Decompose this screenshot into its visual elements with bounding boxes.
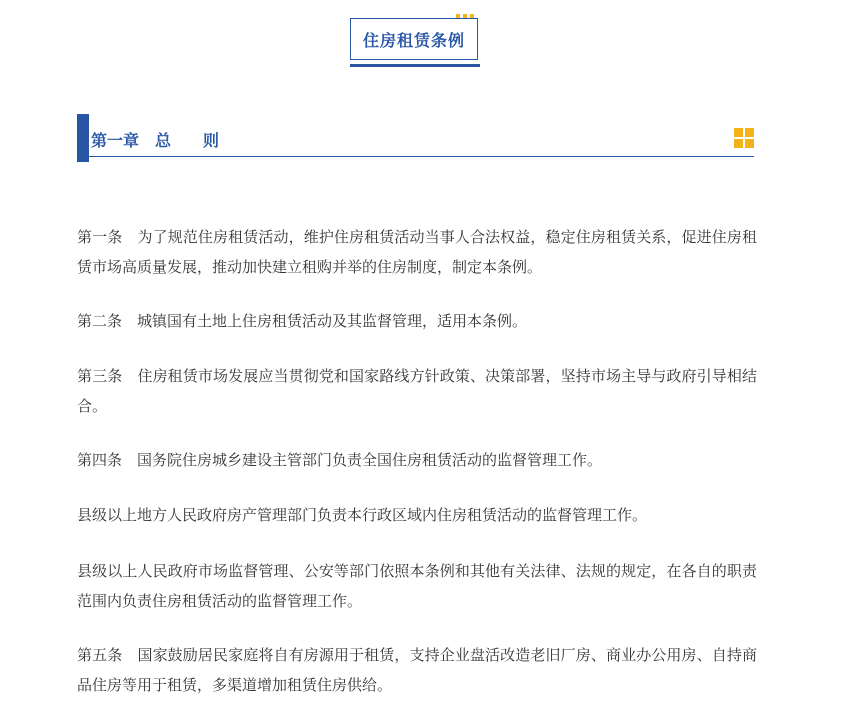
article-4-paragraph-2: 县级以上地方人民政府房产管理部门负责本行政区域内住房租赁活动的监督管理工作。 <box>77 506 648 524</box>
article-4: 第四条 国务院住房城乡建设主管部门负责全国住房租赁活动的监督管理工作。 <box>77 451 603 469</box>
article-5: 第五条 国家鼓励居民家庭将自有房源用于租赁，支持企业盘活改造老旧厂房、商业办公用房、自持商品住房等用于租赁，多渠道增加租赁住房供给。 <box>77 646 757 694</box>
title-box <box>350 18 478 60</box>
chapter-title: 第一章 总 则 <box>91 131 220 150</box>
chapter-grid-cell <box>745 139 754 148</box>
chapter-grid-icon <box>734 128 754 148</box>
chapter-accent-bar <box>77 114 89 162</box>
title-underline <box>350 64 480 67</box>
chapter-grid-cell <box>734 139 743 148</box>
article-2: 第二条 城镇国有土地上住房租赁活动及其监督管理，适用本条例。 <box>77 312 528 330</box>
chapter-header <box>77 114 754 162</box>
chapter-divider <box>89 156 754 157</box>
article-3: 第三条 住房租赁市场发展应当贯彻党和国家路线方针政策、决策部署，坚持市场主导与政府引导相结合。 <box>77 367 757 415</box>
page-title: 住房租赁条例 <box>362 30 465 50</box>
chapter-grid-cell <box>745 128 754 137</box>
document-title-block <box>350 18 480 66</box>
article-1: 第一条 为了规范住房租赁活动，维护住房租赁活动当事人合法权益，稳定住房租赁关系，促进住房租赁市场高质量发展，推动加快建立租购并举的住房制度，制定本条例。 <box>77 228 757 276</box>
article-4-paragraph-3: 县级以上人民政府市场监督管理、公安等部门依照本条例和其他有关法律、法规的规定，在各自的职责范围内负责住房租赁活动的监督管理工作。 <box>77 562 757 610</box>
chapter-grid-cell <box>734 128 743 137</box>
